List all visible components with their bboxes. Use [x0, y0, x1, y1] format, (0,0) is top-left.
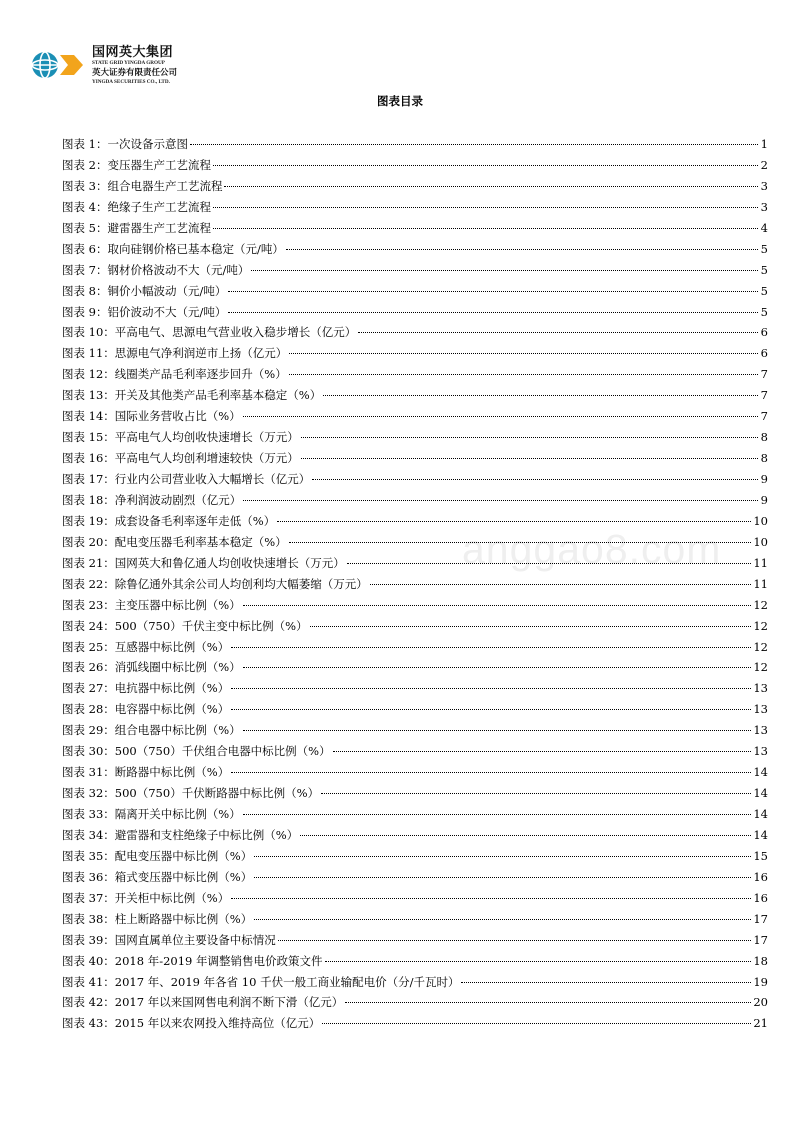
group-name-cn: 国网英大集团: [92, 45, 174, 60]
dot-leader: [243, 667, 752, 668]
toc-entry[interactable]: [62, 322, 768, 343]
dot-leader: [243, 730, 752, 731]
toc-entry[interactable]: [62, 930, 768, 951]
dot-leader: [254, 919, 751, 920]
toc-entry[interactable]: [62, 427, 768, 448]
toc-entry-page-number: 16: [753, 869, 768, 884]
toc-entry-label: 图表 8：铜价小幅波动（元/吨）: [62, 283, 227, 298]
toc-entry-page-number: 16: [753, 890, 768, 905]
toc-entry-page-number: 6: [760, 325, 768, 340]
toc-entry-label: 图表 23：主变压器中标比例（%）: [62, 597, 241, 612]
toc-entry-label: 图表 1：一次设备示意图: [62, 137, 188, 151]
toc-entry-page-number: 5: [760, 283, 768, 298]
toc-entry-label: 图表 40：2018 年-2019 年调整销售电价政策文件: [62, 953, 323, 968]
toc-entry-page-number: 9: [760, 492, 768, 507]
toc-entry[interactable]: [62, 783, 768, 804]
dot-leader: [300, 835, 751, 836]
toc-entry[interactable]: [62, 888, 768, 909]
dot-leader: [213, 207, 758, 208]
toc-entry[interactable]: [62, 846, 768, 867]
toc-entry-page-number: 1: [760, 137, 768, 151]
dot-leader: [277, 521, 751, 522]
toc-entry-page-number: 2: [760, 157, 768, 172]
dot-leader: [347, 563, 752, 564]
toc-entry[interactable]: [62, 302, 768, 323]
toc-entry-label: 图表 11：思源电气净利润逆市上扬（亿元）: [62, 346, 288, 361]
dot-leader: [286, 249, 758, 250]
toc-entry-page-number: 11: [753, 576, 768, 591]
toc-entry-label: 图表 25：互感器中标比例（%）: [62, 639, 230, 654]
toc-entry-label: 图表 43：2015 年以来农网投入维持高位（亿元）: [62, 1016, 321, 1031]
company-header: [30, 42, 350, 94]
toc-entry[interactable]: [62, 616, 768, 637]
dot-leader: [228, 291, 758, 292]
dot-leader: [243, 500, 758, 501]
toc-entry-label: 图表 28：电容器中标比例（%）: [62, 702, 230, 717]
toc-entry-page-number: 14: [753, 827, 768, 842]
dot-leader: [254, 877, 751, 878]
toc-entry-label: 图表 18：净利润波动剧烈（亿元）: [62, 492, 242, 507]
toc-entry-label: 图表 17：行业内公司营业收入大幅增长（亿元）: [62, 472, 311, 486]
toc-entry[interactable]: [62, 741, 768, 762]
toc-entry[interactable]: [62, 281, 768, 302]
toc-entry[interactable]: [62, 762, 768, 783]
toc-entry-page-number: 17: [753, 932, 768, 947]
toc-entry[interactable]: [62, 972, 768, 993]
toc-entry-page-number: 10: [753, 513, 768, 528]
toc-entry-page-number: 13: [753, 744, 768, 759]
dot-leader: [243, 814, 752, 815]
toc-entry-label: 图表 14：国际业务营收占比（%）: [62, 409, 241, 424]
toc-entry-label: 图表 38：柱上断路器中标比例（%）: [62, 911, 253, 926]
toc-entry[interactable]: [62, 553, 768, 574]
toc-entry-page-number: 8: [760, 451, 768, 466]
toc-entry[interactable]: [62, 804, 768, 825]
toc-entry-label: 图表 6：取向硅钢价格已基本稳定（元/吨）: [62, 241, 284, 256]
toc-entry-label: 图表 2：变压器生产工艺流程: [62, 157, 211, 172]
toc-entry[interactable]: [62, 260, 768, 281]
dot-leader: [213, 228, 758, 229]
dot-leader: [231, 647, 751, 648]
toc-entry-label: 图表 35：配电变压器中标比例（%）: [62, 848, 253, 863]
globe-arrow-logo-icon: [30, 48, 90, 82]
toc-entry-page-number: 8: [760, 430, 768, 445]
dot-leader: [301, 458, 758, 459]
toc-entry-page-number: 13: [753, 681, 768, 696]
toc-entry[interactable]: [62, 134, 768, 155]
toc-entry-page-number: 14: [753, 765, 768, 780]
toc-entry-page-number: 13: [753, 723, 768, 738]
toc-entry-page-number: 3: [760, 199, 768, 214]
dot-leader: [254, 856, 751, 857]
dot-leader: [312, 479, 758, 480]
dot-leader: [321, 793, 751, 794]
toc-entry-page-number: 7: [760, 409, 768, 424]
logo-text: [92, 46, 177, 85]
toc-entry-label: 图表 31：断路器中标比例（%）: [62, 765, 230, 780]
toc-entry[interactable]: [62, 406, 768, 427]
toc-entry-label: 图表 41：2017 年、2019 年各省 10 千伏一般工商业输配电价（分/千瓦时）: [62, 974, 460, 989]
toc-entry[interactable]: [62, 595, 768, 616]
toc-entry-label: 图表 29：组合电器中标比例（%）: [62, 723, 241, 738]
dot-leader: [461, 982, 751, 983]
toc-entry-label: 图表 24：500（750）千伏主变中标比例（%）: [62, 618, 308, 633]
toc-entry[interactable]: [62, 448, 768, 469]
toc-entry[interactable]: [62, 720, 768, 741]
dot-leader: [243, 605, 752, 606]
toc-entry[interactable]: [62, 657, 768, 678]
toc-entry-label: 图表 20：配电变压器毛利率基本稳定（%）: [62, 534, 287, 549]
dot-leader: [190, 144, 758, 145]
toc-entry-label: 图表 13：开关及其他类产品毛利率基本稳定（%）: [62, 388, 322, 403]
toc-entry[interactable]: [62, 574, 768, 595]
toc-entry[interactable]: [62, 1013, 768, 1034]
toc-entry-page-number: 5: [760, 262, 768, 277]
toc-entry-page-number: 12: [753, 639, 768, 654]
toc-entry-label: 图表 16：平高电气人均创利增速较快（万元）: [62, 451, 299, 466]
toc-entry-label: 图表 3：组合电器生产工艺流程: [62, 178, 223, 193]
toc-entry-page-number: 9: [760, 472, 768, 486]
toc-entry-label: 图表 37：开关柜中标比例（%）: [62, 890, 230, 905]
toc-entry-page-number: 11: [753, 555, 768, 570]
toc-entry-page-number: 12: [753, 618, 768, 633]
toc-entry-page-number: 5: [760, 241, 768, 256]
toc-entry[interactable]: [62, 867, 768, 888]
toc-entry-label: 图表 10：平高电气、思源电气营业收入稳步增长（亿元）: [62, 325, 357, 340]
toc-entry-page-number: 14: [753, 807, 768, 821]
dot-leader: [370, 584, 752, 585]
dot-leader: [224, 186, 758, 187]
dot-leader: [231, 772, 751, 773]
dot-leader: [322, 1023, 751, 1024]
dot-leader: [310, 626, 752, 627]
toc-entry-label: 图表 42：2017 年以来国网售电利润不断下滑（亿元）: [62, 995, 344, 1010]
toc-entry-label: 图表 12：线圈类产品毛利率逐步回升（%）: [62, 367, 287, 382]
toc-entry[interactable]: [62, 511, 768, 532]
toc-entry[interactable]: [62, 490, 768, 511]
toc-entry-label: 图表 9：铝价波动不大（元/吨）: [62, 304, 227, 319]
toc-entry-page-number: 5: [760, 304, 768, 319]
dot-leader: [231, 898, 751, 899]
page-title: 图表目录: [377, 94, 423, 108]
toc-entry[interactable]: [62, 637, 768, 658]
dot-leader: [251, 270, 758, 271]
toc-entry-page-number: 7: [760, 367, 768, 382]
toc-entry-page-number: 14: [753, 786, 768, 801]
toc-entry-label: 图表 19：成套设备毛利率逐年走低（%）: [62, 513, 276, 528]
toc-entry[interactable]: [62, 343, 768, 364]
dot-leader: [231, 688, 751, 689]
toc-entry[interactable]: [62, 678, 768, 699]
toc-entry-label: 图表 36：箱式变压器中标比例（%）: [62, 869, 253, 884]
toc-entry[interactable]: [62, 532, 768, 553]
dot-leader: [213, 165, 758, 166]
toc-entry[interactable]: [62, 385, 768, 406]
toc-entry-page-number: 12: [753, 597, 768, 612]
toc-entry-label: 图表 30：500（750）千伏组合电器中标比例（%）: [62, 744, 331, 759]
group-name-en: STATE GRID YINGDA GROUP: [92, 60, 165, 66]
toc-entry-label: 图表 7：钢材价格波动不大（元/吨）: [62, 262, 250, 277]
toc-entry[interactable]: [62, 176, 768, 197]
dot-leader: [289, 374, 758, 375]
toc-entry-page-number: 13: [753, 702, 768, 717]
dot-leader: [323, 395, 758, 396]
dot-leader: [358, 332, 758, 333]
toc-entry-label: 图表 21：国网英大和鲁亿通人均创收快速增长（万元）: [62, 555, 345, 570]
toc-entry-page-number: 7: [760, 388, 768, 403]
toc-entry-label: 图表 26：消弧线圈中标比例（%）: [62, 660, 241, 675]
toc-entry[interactable]: [62, 218, 768, 239]
dot-leader: [333, 751, 752, 752]
toc-entry-page-number: 17: [753, 911, 768, 926]
dot-leader: [325, 961, 752, 962]
dot-leader: [301, 437, 758, 438]
dot-leader: [289, 542, 752, 543]
toc-entry-page-number: 20: [753, 995, 768, 1010]
toc-entry-page-number: 12: [753, 660, 768, 675]
toc-entry-page-number: 19: [753, 974, 768, 989]
toc-entry[interactable]: [62, 155, 768, 176]
toc-entry-label: 图表 39：国网直属单位主要设备中标情况: [62, 932, 276, 947]
toc-entry[interactable]: [62, 364, 768, 385]
company-name-cn: 英大证券有限责任公司: [92, 68, 178, 79]
dot-leader: [278, 940, 752, 941]
toc-entry-page-number: 4: [760, 220, 768, 235]
toc-entry[interactable]: [62, 239, 768, 260]
toc-entry-label: 图表 4：绝缘子生产工艺流程: [62, 199, 211, 214]
toc-entry-page-number: 3: [760, 178, 768, 193]
dot-leader: [345, 1002, 751, 1003]
toc-entry[interactable]: [62, 951, 768, 972]
toc-entry-label: 图表 34：避雷器和支柱绝缘子中标比例（%）: [62, 827, 299, 842]
watermark-text: anggao8.com: [462, 526, 722, 572]
toc-entry-label: 图表 27：电抗器中标比例（%）: [62, 681, 230, 696]
table-of-figures: [62, 134, 768, 1034]
dot-leader: [243, 416, 758, 417]
toc-entry[interactable]: [62, 699, 768, 720]
toc-entry[interactable]: [62, 909, 768, 930]
toc-entry[interactable]: [62, 825, 768, 846]
toc-entry-label: 图表 22：除鲁亿通外其余公司人均创利均大幅萎缩（万元）: [62, 576, 368, 591]
dot-leader: [231, 709, 751, 710]
toc-entry-label: 图表 32：500（750）千伏断路器中标比例（%）: [62, 786, 320, 801]
toc-entry[interactable]: [62, 469, 768, 490]
toc-entry-label: 图表 15：平高电气人均创收快速增长（万元）: [62, 430, 299, 445]
toc-entry[interactable]: [62, 197, 768, 218]
dot-leader: [289, 353, 758, 354]
dot-leader: [228, 312, 758, 313]
toc-entry-page-number: 18: [753, 953, 768, 968]
toc-entry-page-number: 15: [753, 848, 768, 863]
toc-entry-page-number: 21: [753, 1016, 768, 1031]
toc-entry-label: 图表 33：隔离开关中标比例（%）: [62, 807, 241, 821]
toc-entry-page-number: 10: [753, 534, 768, 549]
company-name-en: YINGDA SECURITIES CO., LTD.: [92, 78, 170, 85]
toc-entry-page-number: 6: [760, 346, 768, 361]
toc-entry-label: 图表 5：避雷器生产工艺流程: [62, 220, 211, 235]
toc-entry[interactable]: [62, 992, 768, 1013]
